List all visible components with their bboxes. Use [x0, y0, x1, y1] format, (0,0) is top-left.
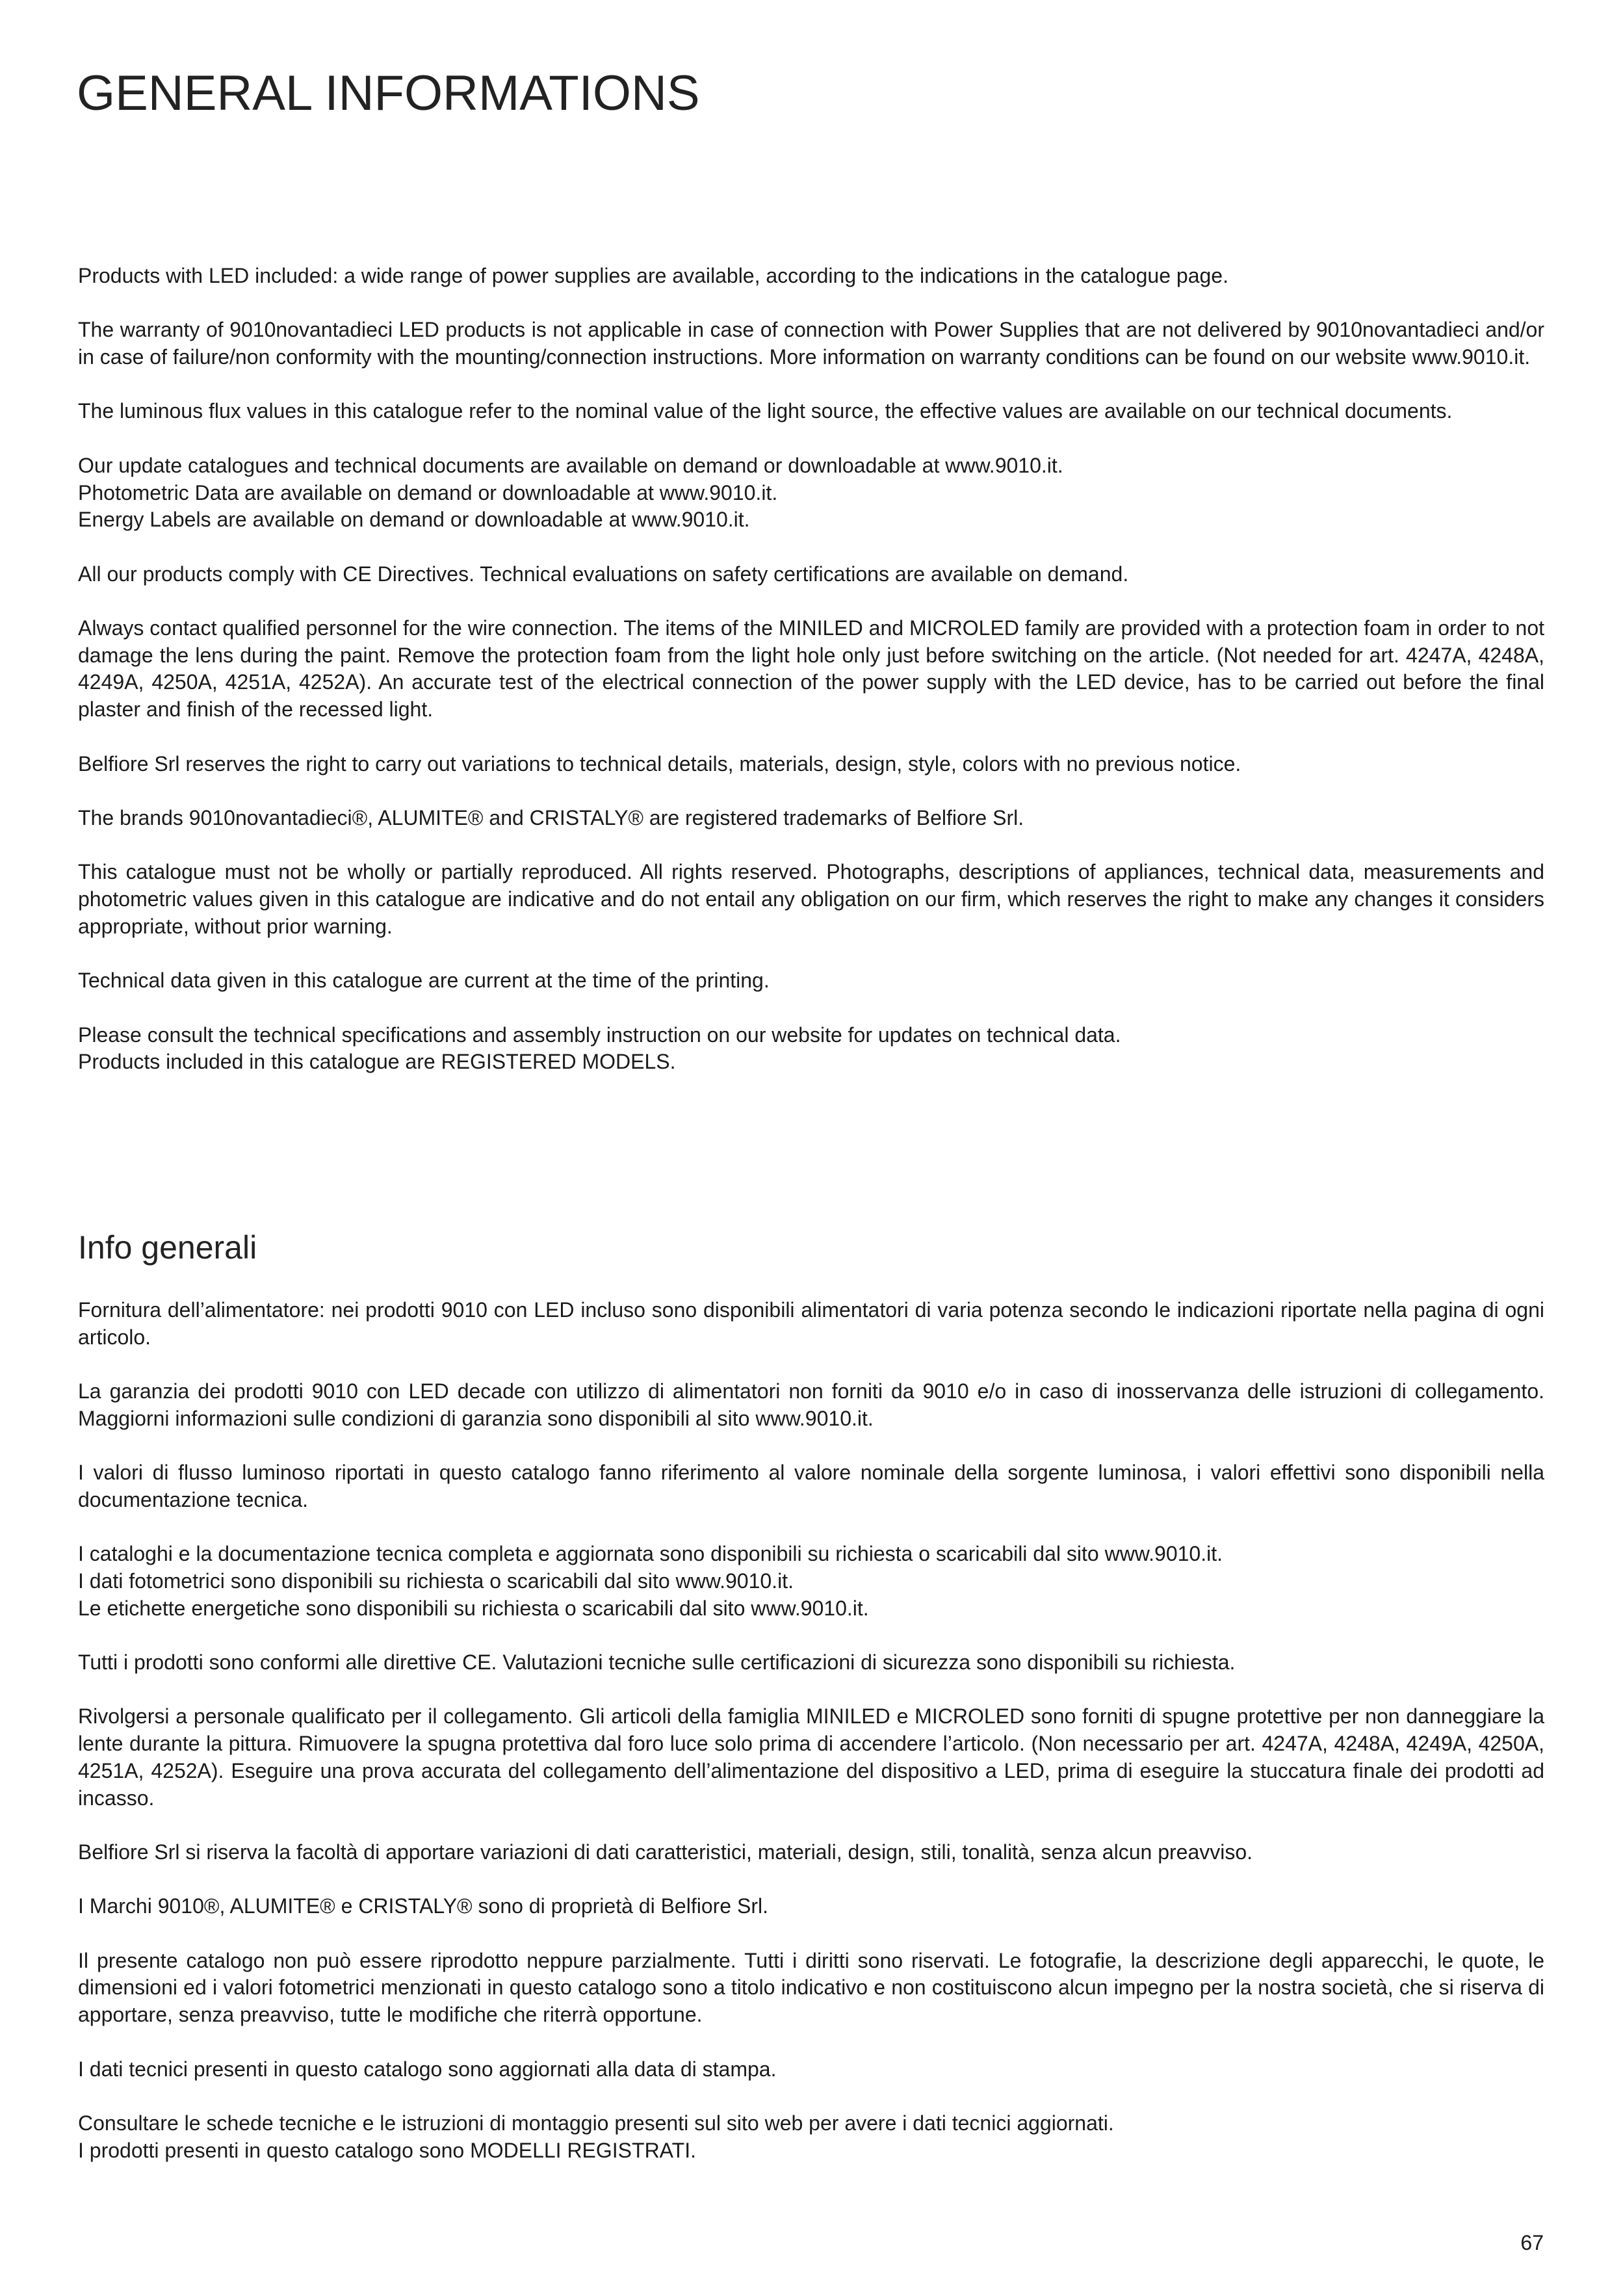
paragraph-text: Il presente catalogo non può essere riprodotto neppure parzialmente. Tutti i diritti sono riservati. Le fotografie, la descrizione degli apparecchi, le quote, le dimensioni ed i valori fotometrici menzionati in questo catalogo sono a titolo indicativo e non costituiscono alcun impegno per la nostra società, che si riserva di apportare, senza preavviso, tutte le modifiche che riterrà opportune. [78, 1948, 1544, 2027]
paragraph [78, 859, 1544, 940]
paragraph-text: I prodotti presenti in questo catalogo sono MODELLI REGISTRATI. [78, 2138, 696, 2162]
page-number: 67 [1520, 2231, 1544, 2254]
paragraph-text: Products with LED included: a wide range of power supplies are available, according to the indications in the catalogue page. [78, 264, 1228, 287]
paragraph [78, 1839, 1544, 1866]
paragraph-text: The brands 9010novantadieci®, ALUMITE® and CRISTALY® are registered trademarks of Belfiore Srl. [78, 805, 1024, 829]
paragraph [78, 1022, 1544, 1076]
paragraph [78, 263, 1544, 290]
paragraph [78, 1893, 1544, 1920]
paragraph-text: Rivolgersi a personale qualificato per il collegamento. Gli articoli della famiglia MINILED e MICROLED sono forniti di spugne protettive per non danneggiare la lente durante la pittura. Rimuovere la spugna protettiva dal foro luce solo prima di accendere l’articolo. (Non necessario per art. 4247A, 4248A, 4249A, 4250A, 4251A, 4252A). Eseguire una prova accurata del collegamento dell’alimentazione del dispositivo a LED, prima di eseguire la stuccatura finale dei prodotti ad incasso. [78, 1704, 1544, 1810]
paragraph-text: Always contact qualified personnel for the wire connection. The items of the MINILED and MICROLED family are provided with a protection foam in order to not damage the lens during the paint. Remove the protection foam from the light hole only just before switching on the article. (Not needed for art. 4247A, 4248A, 4249A, 4250A, 4251A, 4252A). An accurate test of the electrical connection of the power supply with the LED device, has to be carried out before the final plaster and finish of the recessed light. [78, 616, 1544, 722]
paragraph [78, 317, 1544, 371]
paragraph-text: I valori di flusso luminoso riportati in questo catalogo fanno riferimento al valore nominale della sorgente luminosa, i valori effettivi sono disponibili nella documentazione tecnica. [78, 1461, 1544, 1511]
paragraph-text: The luminous flux values in this catalogue refer to the nominal value of the light source, the effective values are available on our technical documents. [78, 399, 1453, 423]
page-title: GENERAL INFORMATIONS [77, 66, 700, 121]
paragraph-text: Energy Labels are available on demand or downloadable at www.9010.it. [78, 508, 750, 532]
paragraph [78, 2110, 1544, 2164]
paragraph [78, 1297, 1544, 1351]
paragraph-text: Belfiore Srl reserves the right to carry out variations to technical details, materials, design, style, colors with no previous notice. [78, 751, 1241, 776]
paragraph [78, 615, 1544, 724]
paragraph-text: Please consult the technical specifications and assembly instruction on our website for updates on technical data. [78, 1023, 1121, 1047]
paragraph-text: Technical data given in this catalogue are current at the time of the printing. [78, 969, 770, 993]
paragraph-text: Belfiore Srl si riserva la facoltà di apportare variazioni di dati caratteristici, materiali, design, stili, tonalità, senza alcun preavviso. [78, 1840, 1253, 1864]
paragraph [78, 452, 1544, 534]
paragraph-text: Fornitura dell’alimentatore: nei prodotti 9010 con LED incluso sono disponibili alimentatori di varia potenza secondo le indicazioni riportate nella pagina di ogni articolo. [78, 1298, 1544, 1349]
paragraph [78, 561, 1544, 588]
italian-section [78, 1297, 1544, 2191]
english-section [78, 263, 1544, 1103]
italian-section-title: Info generali [78, 1229, 257, 1266]
paragraph-text: I dati fotometrici sono disponibili su richiesta o scaricabili dal sito www.9010.it. [78, 1569, 794, 1593]
paragraph [78, 2056, 1544, 2083]
paragraph-text: Products included in this catalogue are REGISTERED MODELS. [78, 1050, 676, 1074]
paragraph-text: Le etichette energetiche sono disponibili su richiesta o scaricabili dal sito www.9010.it. [78, 1596, 869, 1620]
paragraph [78, 1948, 1544, 2029]
paragraph [78, 805, 1544, 832]
paragraph-text: The warranty of 9010novantadieci LED products is not applicable in case of connection with Power Supplies that are not delivered by 9010novantadieci and/or in case of failure/non conformity with the mounting/connection instructions. More information on warranty conditions can be found on our website www.9010.it. [78, 318, 1544, 369]
paragraph [78, 398, 1544, 425]
paragraph [78, 1649, 1544, 1676]
paragraph-text: All our products comply with CE Directives. Technical evaluations on safety certifications are available on demand. [78, 562, 1129, 586]
paragraph-text: I Marchi 9010®, ALUMITE® e CRISTALY® sono di proprietà di Belfiore Srl. [78, 1894, 768, 1918]
paragraph-text: Photometric Data are available on demand or downloadable at www.9010.it. [78, 480, 778, 504]
paragraph-text: I dati tecnici presenti in questo catalogo sono aggiornati alla data di stampa. [78, 2057, 777, 2081]
paragraph [78, 1703, 1544, 1812]
paragraph [78, 1459, 1544, 1513]
paragraph [78, 967, 1544, 995]
paragraph-text: La garanzia dei prodotti 9010 con LED decade con utilizzo di alimentatori non forniti da 9010 e/o in caso di inosservanza delle istruzioni di collegamento. Maggiorni informazioni sulle condizioni di garanzia sono disponibili al sito www.9010.it. [78, 1379, 1544, 1430]
paragraph [78, 1541, 1544, 1622]
paragraph [78, 1378, 1544, 1432]
paragraph-text: This catalogue must not be wholly or partially reproduced. All rights reserved. Photographs, descriptions of appliances, technical data, measurements and photometric values given in this catalogue are indicative and do not entail any obligation on our firm, which reserves the right to make any changes it considers appropriate, without prior warning. [78, 860, 1544, 938]
paragraph-text: Consultare le schede tecniche e le istruzioni di montaggio presenti sul sito web per avere i dati tecnici aggiornati. [78, 2111, 1114, 2135]
paragraph-text: Tutti i prodotti sono conformi alle direttive CE. Valutazioni tecniche sulle certificazioni di sicurezza sono disponibili su richiesta. [78, 1650, 1236, 1675]
paragraph-text: I cataloghi e la documentazione tecnica completa e aggiornata sono disponibili su richiesta o scaricabili dal sito www.9010.it. [78, 1542, 1223, 1566]
paragraph-text: Our update catalogues and technical documents are available on demand or downloadable at www.9010.it. [78, 453, 1063, 477]
paragraph [78, 751, 1544, 778]
